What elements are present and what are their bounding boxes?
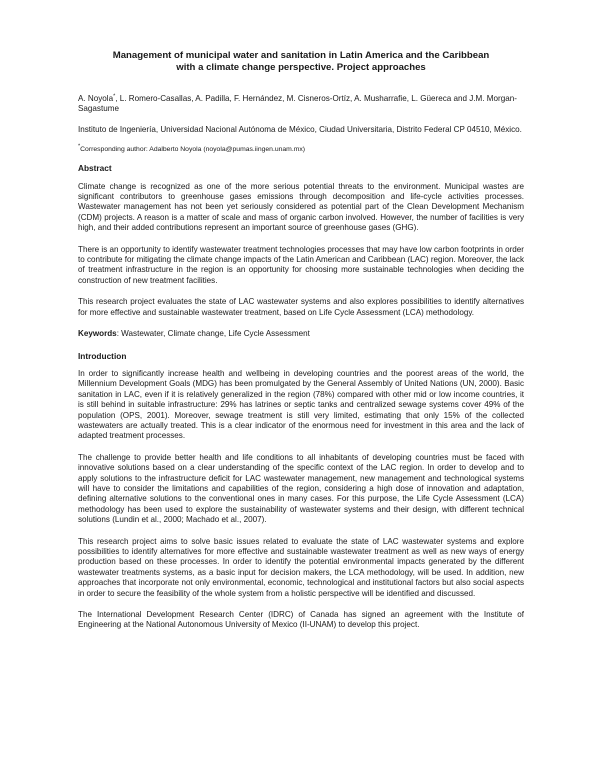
- paper-title: [78, 50, 524, 74]
- abstract-paragraph-2: There is an opportunity to identify wastewater treatment technologies processes that may have low carbon footprints in order to contribute for mitigating the climate change impacts of the Latin American and Caribbean (LAC) region. Moreover, the lack of treatment infrastructure in the region is an opportunity for choosing more sustainable technologies when deciding the construction of new treatment facilities.: [78, 244, 524, 285]
- affiliation: Instituto de Ingeniería, Universidad Nacional Autónoma de México, Ciudad Universitaria, Distrito Federal CP 04510, México.: [78, 124, 522, 134]
- corresponding-marker: *: [78, 143, 81, 150]
- keywords-label: Keywords: [78, 329, 117, 339]
- first-author: A. Noyola: [78, 94, 114, 103]
- title-line-1: Management of municipal water and sanitation in Latin America and the Caribbean: [112, 50, 490, 61]
- introduction-paragraph-1: In order to significantly increase health and wellbeing in developing countries and the poorest areas of the world, the Millennium Development Goals (MDG) has been promulgated by the General Assembly of United Nations (UN, 2000). Basic sanitation in LAC, even if it is relatively generalized in the region (78%) compared with other mid or low income countries, it is still behind in suitable infrastructure: 29% has latrines or septic tanks and centralized sewage systems cover 49% of the population (OPS, 2001). Moreover, sewage treatment is still very limited, estimating that only 15% of the collected wastewaters are actually treated. This is a clear indicator of the enormous need for investment in this area and the lack of adapted treatment processes.: [78, 368, 524, 441]
- corresponding-author: [78, 145, 524, 154]
- corresponding-text: Corresponding author: Adalberto Noyola (noyola@pumas.iingen.unam.mx): [80, 146, 306, 154]
- title-line-2: with a climate change perspective. Project approaches: [176, 62, 426, 73]
- paper-page: [78, 50, 524, 642]
- author-footnote-marker: *: [113, 93, 116, 100]
- introduction-heading: Introduction: [78, 350, 127, 361]
- introduction-paragraph-3: This research project aims to solve basic issues related to evaluate the state of LAC wastewater systems and explore possibilities to identify alternatives for more effective and sustainable wastewater treatment as well as new ways of energy production based on these processes. In order to identify the potential environmental impacts generated by the different wastewater treatments systems, as a basic input for decision makers, the LCA methodology, will be used. In addition, new approaches that incorporate not only environmental, economic, technological and institutional factors but also social aspects in order to secure the feasibility of the whole system from a holistic perspective will be identified and discussed.: [78, 536, 524, 598]
- other-authors: , L. Romero-Casallas, A. Padilla, F. Hernández, M. Cisneros-Ortíz, A. Musharrafie, L. Güereca and J.M. Morgan-Sagastume: [78, 94, 517, 114]
- keywords-text: : Wastewater, Climate change, Life Cycle Assessment: [116, 329, 310, 339]
- introduction-paragraph-4: The International Development Research Center (IDRC) of Canada has signed an agreement with the Institute of Engineering at the National Autonomous University of Mexico (II-UNAM) to develop this project.: [78, 610, 524, 630]
- abstract-paragraph-1: Climate change is recognized as one of the more serious potential threats to the environment. Municipal wastes are significant contributors to greenhouse gases emissions through decomposition and life-cycle activities processes. Wastewater management has not been yet seriously considered as potential part of the Clean Development Mechanism (CDM) projects. A reason is a matter of scale and mass of organic carbon involved. However, the number of facilities is very high, and their added contributions represent an important source of greenhouse gases (GHG).: [78, 181, 524, 233]
- abstract-paragraph-3: This research project evaluates the state of LAC wastewater systems and also explores possibilities to identify alternatives for more effective and sustainable wastewater treatment, based on Life Cycle Assessment (LCA) methodology.: [78, 297, 524, 317]
- introduction-paragraph-2: The challenge to provide better health and life conditions to all inhabitants of developing countries must be faced with innovative solutions based on a clear understanding of the specific context of the LAC region. In order to develop and to apply solutions to the infrastructure deficit for LAC wastewater management, new management and technological systems will have to consider the limitations and capabilities of the region, considering a high dose of innovation and adaptation, defining alternative solutions to the conventional ones in many cases. For this purpose, the Life Cycle Assessment (LCA) methodology has been used to explore the sustainability of wastewater systems and their design, with different technical solutions (Lundin et al., 2000; Machado et al., 2007).: [78, 452, 524, 525]
- abstract-heading: Abstract: [78, 163, 112, 174]
- author-list: [78, 94, 524, 115]
- keywords: [78, 329, 524, 339]
